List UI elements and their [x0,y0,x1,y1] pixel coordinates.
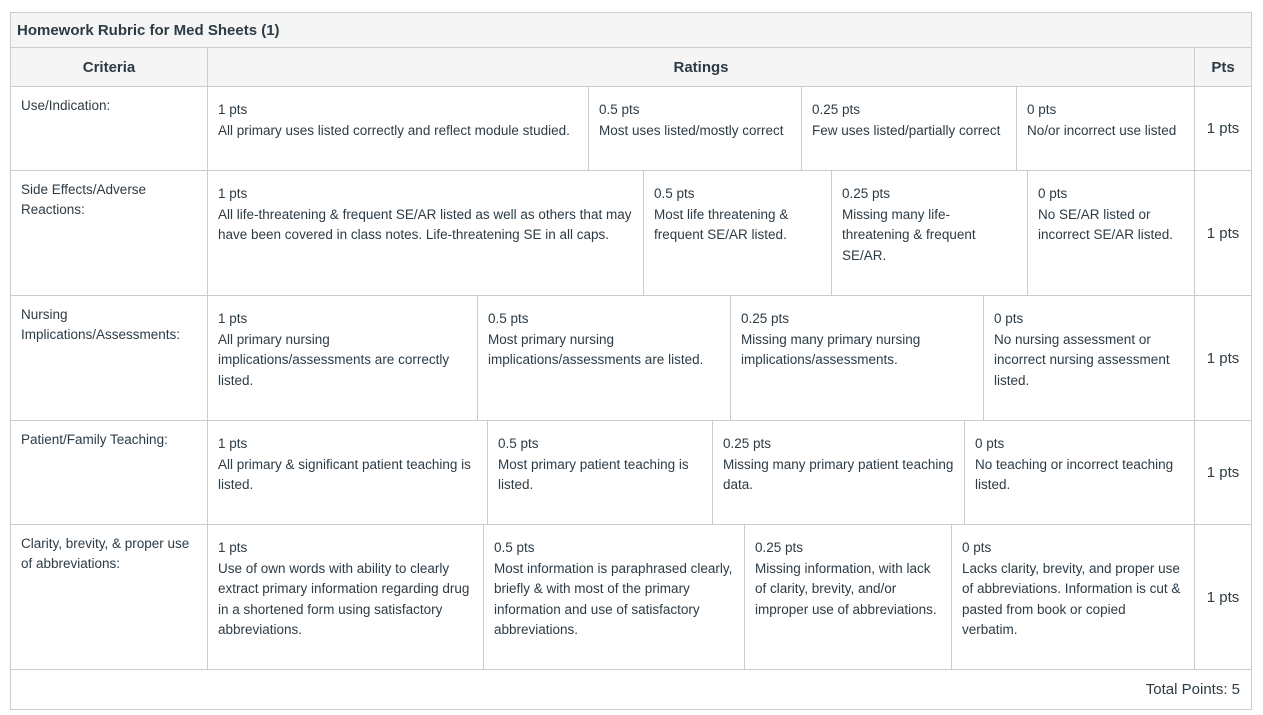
rating-description: Most primary patient teaching is listed. [498,456,689,493]
rating-points: 0 pts [1027,102,1057,117]
ratings-group [208,171,1195,295]
rating-description: Missing many life-threatening & frequent SE/AR. [842,206,976,263]
rating-description: All primary & significant patient teaching is listed. [218,456,471,493]
ratings-header: Ratings [208,48,1195,86]
rating-cell[interactable] [208,171,644,295]
rating-points: 0 pts [975,436,1005,451]
rating-description: All life-threatening & frequent SE/AR listed as well as others that may have been covered in class notes. Life-threatening SE in all caps. [218,206,632,243]
rating-points: 0.5 pts [654,186,695,201]
rating-points: 0.25 pts [723,436,772,451]
rating-cell[interactable] [644,171,832,295]
rubric-table [10,12,1252,710]
rubric-title: Homework Rubric for Med Sheets (1) [11,13,1251,48]
rating-points: 1 pts [218,186,248,201]
rating-description: No SE/AR listed or incorrect SE/AR listed. [1038,206,1174,243]
rating-cell[interactable] [713,421,965,524]
rating-points: 1 pts [218,436,248,451]
rating-cell[interactable] [965,421,1194,524]
rating-points: 0.25 pts [741,311,790,326]
rating-description: No nursing assessment or incorrect nursing assessment listed. [994,331,1170,388]
rating-cell[interactable] [208,525,484,669]
criterion-label: Clarity, brevity, & proper use of abbreviations: [11,525,208,669]
rating-cell[interactable] [208,421,488,524]
criterion-points: 1 pts [1206,224,1240,242]
rating-description: Missing many primary nursing implications/assessments. [741,331,921,368]
pts-header: Pts [1211,58,1235,76]
criterion-label: Side Effects/Adverse Reactions: [11,171,208,295]
criterion-points: 1 pts [1206,464,1240,481]
rating-points: 0.25 pts [755,540,804,555]
criterion-label: Patient/Family Teaching: [11,421,208,524]
rating-cell[interactable] [589,87,802,170]
rating-points: 0 pts [1038,186,1068,201]
rating-cell[interactable] [745,525,952,669]
rating-description: No teaching or incorrect teaching listed. [975,456,1174,493]
rating-points: 0.5 pts [488,311,529,326]
rating-points: 0 pts [962,540,992,555]
rating-cell[interactable] [488,421,713,524]
rating-cell[interactable] [208,296,478,420]
criterion-row [11,296,1251,421]
criterion-points: 1 pts [1206,588,1240,606]
rating-cell[interactable] [1017,87,1194,170]
criterion-row [11,87,1251,171]
rating-description: Use of own words with ability to clearly extract primary information regarding drug in a shortened form using satisfactory abbreviations. [218,560,470,638]
total-points: Total Points: 5 [1145,681,1240,698]
rating-points: 0.25 pts [842,186,891,201]
rating-cell[interactable] [832,171,1028,295]
ratings-group [208,296,1195,420]
ratings-group [208,421,1195,524]
rating-cell[interactable] [1028,171,1194,295]
rating-points: 1 pts [218,102,248,117]
rating-description: Most life threatening & frequent SE/AR listed. [654,206,789,243]
rating-points: 1 pts [218,540,248,555]
rating-description: Missing many primary patient teaching data. [723,456,954,493]
header-row [11,48,1251,87]
ratings-group [208,87,1195,170]
criterion-row [11,171,1251,296]
rating-points: 0.5 pts [498,436,539,451]
rating-points: 1 pts [218,311,248,326]
rating-cell[interactable] [478,296,731,420]
criterion-label: Use/Indication: [11,87,208,170]
rating-cell[interactable] [731,296,984,420]
rating-description: Lacks clarity, brevity, and proper use of abbreviations. Information is cut & pasted from book or copied verbatim. [962,560,1181,638]
criteria-header: Criteria [11,48,208,86]
rating-description: All primary uses listed correctly and reflect module studied. [218,122,570,138]
rating-description: Few uses listed/partially correct [812,122,1001,138]
rating-description: All primary nursing implications/assessments are correctly listed. [218,331,450,388]
criterion-row [11,525,1251,670]
rating-points: 0 pts [994,311,1024,326]
rating-description: Most primary nursing implications/assessments are listed. [488,331,704,368]
rating-description: Missing information, with lack of clarity, brevity, and/or improper use of abbreviations. [755,560,937,617]
rating-cell[interactable] [984,296,1194,420]
rating-description: Most information is paraphrased clearly, briefly & with most of the primary information and use of satisfactory abbreviations. [494,560,733,638]
criterion-points: 1 pts [1206,120,1240,137]
rating-description: No/or incorrect use listed [1027,122,1177,138]
criterion-points: 1 pts [1206,349,1240,367]
ratings-group [208,525,1195,669]
rating-points: 0.5 pts [599,102,640,117]
rating-cell[interactable] [952,525,1194,669]
rating-description: Most uses listed/mostly correct [599,122,784,138]
rating-points: 0.25 pts [812,102,861,117]
criterion-label: Nursing Implications/Assessments: [11,296,208,420]
rating-cell[interactable] [484,525,745,669]
criterion-row [11,421,1251,525]
rating-cell[interactable] [802,87,1017,170]
rating-points: 0.5 pts [494,540,535,555]
rating-cell[interactable] [208,87,589,170]
